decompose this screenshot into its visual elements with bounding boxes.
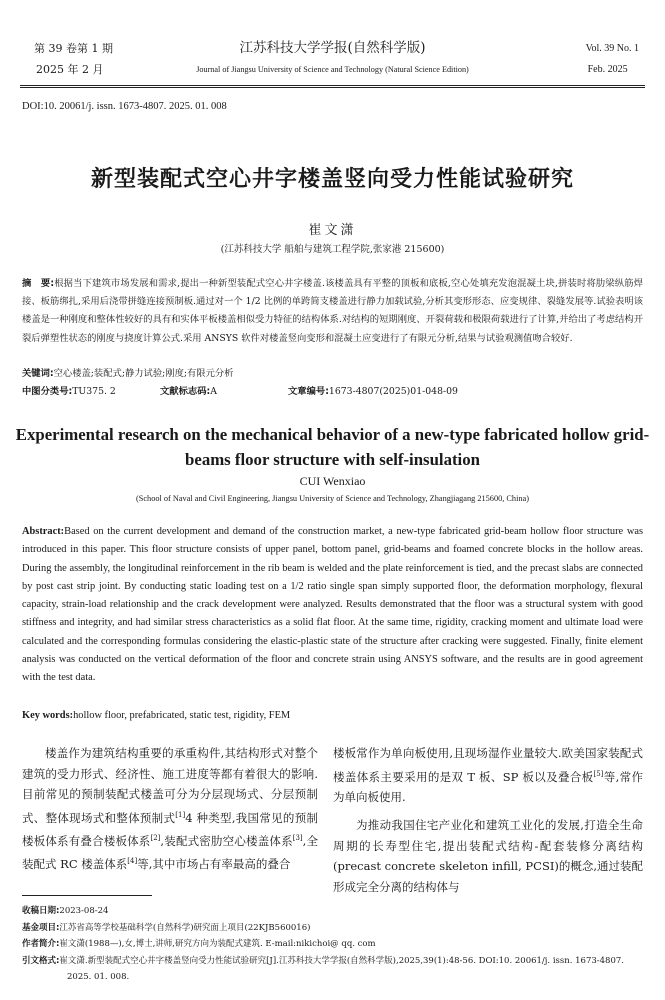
body-column-right	[333, 743, 643, 897]
author-en: CUI Wenxiao	[299, 474, 366, 488]
body-text: 等,常作为单向板使用.	[333, 769, 643, 804]
body-paragraph	[333, 815, 643, 897]
body-text: ,装配式密肋空心楼盖体系	[160, 833, 293, 848]
footnote-value: 2023-08-24	[59, 906, 109, 916]
doc-value: A	[210, 386, 217, 397]
body-text: 4 种类型,我国常见的预制楼板体系有叠合楼板体系	[22, 810, 318, 848]
keywords-en	[22, 707, 643, 725]
footnote-received	[22, 903, 643, 920]
abstract-cn	[22, 275, 643, 348]
citation-ref[interactable]: [1]	[175, 810, 186, 819]
document-code	[160, 383, 217, 401]
body-paragraph	[22, 743, 318, 874]
header-center	[140, 38, 525, 80]
article-value: 1673-4807(2025)01-048-09	[328, 386, 458, 397]
body-column-left	[22, 743, 318, 874]
abstract-cn-label: 摘 要:	[22, 278, 55, 289]
citation-ref[interactable]: [3]	[292, 833, 303, 842]
article-number	[288, 383, 458, 401]
clc-number	[22, 383, 116, 401]
body-text: ,全装配式 RC 楼盖体系	[22, 833, 319, 871]
citation-ref[interactable]: [4]	[127, 857, 138, 866]
abstract-en	[22, 523, 643, 688]
keywords-cn-text: 空心楼盖;装配式;静力试验;刚度;有限元分析	[53, 368, 234, 379]
title-en: Experimental research on the mechanical behavior of a new-type fabricated hollow grid-beams floor structure with self-insulation	[15, 425, 650, 469]
keywords-en-text: hollow floor, prefabricated, static test, rigidity, FEM	[73, 710, 291, 721]
footnote-label: 引文格式:	[22, 955, 60, 966]
footnote-rule	[22, 895, 152, 896]
body-text: 楼板常作为单向板使用,且现场湿作业量较大.欧美国家装配式楼盖体系主要采用的是双 T 板、SP 板以及叠合板	[333, 746, 643, 784]
citation-ref[interactable]: [5]	[593, 769, 604, 778]
header-rule-thin	[20, 87, 645, 88]
doc-label: 文献标志码:	[160, 386, 211, 397]
abstract-en-text: Based on the current development and demand of the construction market, a new-type fabricated grid-beam hollow floor structure was introduced in this paper. This floor structure consists of upper panel, bottom panel, grid-beams and foamed concrete blocks in the hollow areas. During the assembly, the longitudinal reinforcement in the rib beam is welded and the plate reinforcement is tied, and the precast slabs are connected by post cast strip joint. By conducting static loading test on a 1/2 ratio single span simply supported floor, the deformation morphology, flexural capacity, strain-load relationship and the crack development were analyzed. Results demonstrated that the floor was a structural system with good stiffness and integrity, and had similar stress characteristics as a solid flat floor. At the same time, rigidity, cracking moment and ultimate load were calculated and the corresponding formulas considering the elastic-plastic state of the structure after cracking were suggested. Finally, finite element analysis was conducted on the vertical deformation of the floor and concrete strain using ANSYS software, and the results are in good agreement with the test data.	[22, 526, 643, 684]
footnote-value: 崔文潇.新型装配式空心井字楼盖竖向受力性能试验研究[J].江苏科技大学学报(自然科学版),2025,39(1):48-56. DOI:10. 20061/j. issn. 1673-4807. 2025. 01. 008.	[59, 955, 624, 982]
running-header	[20, 38, 645, 84]
date-cn: 2025 年 2 月	[36, 63, 104, 76]
header-right	[586, 38, 639, 80]
footnotes	[22, 903, 643, 986]
author-cn: 崔文潇	[308, 223, 357, 238]
footnote-value: 崔文潇(1988—),女,博士,讲师,研究方向为装配式建筑. E-mail:nikichoi@ qq. com	[59, 939, 376, 949]
clc-value: TU375. 2	[72, 386, 116, 397]
footnote-value: 江苏省高等学校基础科学(自然科学)研究面上项目(22KJB560016)	[59, 922, 311, 933]
body-text: 楼盖作为建筑结构重要的承重构件,其结构形式对整个建筑的受力形式、经济性、施工进度等都有着很大的影响.目前常见的预制装配式楼盖可分为分层现场式、分层预制式、整体现场式和整体预制式	[22, 746, 318, 825]
doi: DOI:10. 20061/j. issn. 1673-4807. 2025. 01. 008	[22, 101, 227, 112]
footnote-label: 收稿日期:	[22, 906, 60, 916]
title-cn: 新型装配式空心井字楼盖竖向受力性能试验研究	[90, 167, 574, 192]
keywords-en-label: Key words:	[22, 710, 74, 721]
footnote-label: 基金项目:	[22, 922, 60, 933]
body-text: 为推动我国住宅产业化和建筑工业化的发展,打造全生命周期的长寿型住宅,提出装配式结构-配套装修分离结构(precast concrete skeleton infill, PCSI)的概念,通过装配形成完全分离的结构体与	[333, 818, 644, 894]
volume-issue-en: Vol. 39 No. 1	[585, 43, 639, 54]
volume-issue-cn: 第 39 卷第 1 期	[34, 42, 113, 55]
affiliation-cn: (江苏科技大学 船舶与建筑工程学院,张家港 215600)	[220, 244, 445, 255]
article-label: 文章编号:	[288, 386, 329, 397]
journal-name-cn: 江苏科技大学学报(自然科学版)	[239, 40, 426, 56]
header-left	[34, 38, 113, 80]
body-paragraph	[333, 743, 643, 807]
keywords-cn	[22, 365, 643, 383]
affiliation-en: (School of Naval and Civil Engineering, Jiangsu University of Science and Technology, Zhangjiagang 215600, China)	[136, 494, 529, 503]
abstract-cn-text: 根据当下建筑市场发展和需求,提出一种新型装配式空心井字楼盖.该楼盖具有平整的顶板和底板,空心处填充发泡混凝土块,拼装时将肋梁纵筋焊接、板筋绑扎,采用后浇带拼缝连接预制板.通过对一个 1/2 比例的单跨简支楼盖进行静力加载试验,分析其变形形态、应变规律、裂缝发展等.试验表明该楼盖是一种刚度和整体性较好的具有和实体平板楼盖相似受力特征的结构体系.对结构的短期刚度、开裂荷载和极限荷载进行了计算,并给出了考虑结构开裂后弹塑性状态的刚度与挠度计算公式.采用 ANSYS 软件对楼盖竖向变形和混凝土应变进行了有限元分析,结果与试验观测值吻合较好.	[22, 278, 644, 344]
body-text: 等,其中市场占有率最高的叠合	[137, 856, 291, 871]
keywords-cn-label: 关键词:	[22, 368, 54, 379]
footnote-author	[22, 936, 643, 953]
footnote-fund	[22, 920, 643, 937]
citation-ref[interactable]: [2]	[150, 833, 161, 842]
journal-name-en: Journal of Jiangsu University of Science and Technology (Natural Science Edition)	[196, 65, 469, 74]
date-en: Feb. 2025	[587, 64, 628, 75]
clc-label: 中图分类号:	[22, 386, 73, 397]
footnote-label: 作者简介:	[22, 939, 60, 949]
abstract-en-label: Abstract:	[22, 526, 65, 537]
footnote-citation	[22, 953, 643, 986]
header-rule	[20, 85, 645, 86]
